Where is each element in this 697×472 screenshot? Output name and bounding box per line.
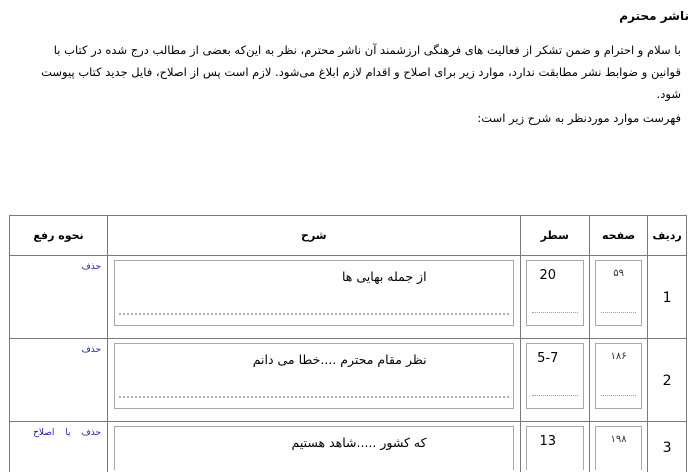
header-satr: سطر	[520, 216, 589, 256]
table-row	[10, 422, 687, 472]
description-cell	[108, 422, 521, 472]
delete-link[interactable]: حذف	[81, 262, 101, 272]
resolution-cell	[10, 422, 108, 472]
description-cell	[108, 339, 521, 422]
description-cell	[108, 256, 521, 339]
intro-line-3: شود.	[657, 87, 681, 101]
description-field[interactable]: که کشور .....شاهد هستیم	[114, 426, 514, 470]
line-field[interactable]: 13	[526, 426, 584, 470]
line-field[interactable]: 5-7	[526, 343, 584, 409]
line-field[interactable]: 20	[526, 260, 584, 326]
page-cell	[590, 339, 648, 422]
page-cell	[590, 422, 648, 472]
page-field[interactable]: ۵۹	[595, 260, 642, 326]
page-cell	[590, 256, 648, 339]
corrections-table	[9, 215, 687, 472]
letter-title: ناشر محترم	[619, 9, 689, 23]
header-sharh: شرح	[108, 216, 521, 256]
line-cell	[520, 256, 589, 339]
delete-link[interactable]: حذف	[81, 345, 101, 355]
edit-link[interactable]: اصلاح	[33, 428, 54, 438]
line-cell	[520, 422, 589, 472]
intro-line-1: با سلام و احترام و ضمن تشکر از فعالیت های فرهنگی ارزشمند آن ناشر محترم، نظر به این‌که بعضی از مطالب درج شده در کتاب با	[54, 43, 681, 57]
header-radif: ردیف	[648, 216, 687, 256]
description-field[interactable]: نظر مقام محترم ....خطا می دانم	[114, 343, 514, 409]
table-row	[10, 339, 687, 422]
resolution-cell	[10, 256, 108, 339]
page-field[interactable]: ۱۹۸	[595, 426, 642, 470]
resolution-cell	[10, 339, 108, 422]
description-field[interactable]: از جمله بهایی ها	[114, 260, 514, 326]
intro-line-2: قوانین و ضوابط نشر مطابقت ندارد، موارد زیر برای اصلاح و اقدام لازم ابلاغ می‌شود. لازم است پس از اصلاح، فایل جدید کتاب پیوست	[41, 65, 681, 79]
table-row	[10, 256, 687, 339]
page-field[interactable]: ۱۸۶	[595, 343, 642, 409]
table-header-row	[10, 216, 687, 256]
row-number: 2	[648, 339, 687, 422]
letter-intro	[19, 39, 681, 105]
or-separator: یا	[65, 428, 70, 438]
line-cell	[520, 339, 589, 422]
header-nahve: نحوه رفع	[10, 216, 108, 256]
header-safhe: صفحه	[590, 216, 648, 256]
list-title: فهرست موارد موردنظر به شرح زیر است:	[477, 111, 681, 125]
delete-link[interactable]: حذف	[81, 428, 101, 438]
row-number: 1	[648, 256, 687, 339]
row-number: 3	[648, 422, 687, 472]
